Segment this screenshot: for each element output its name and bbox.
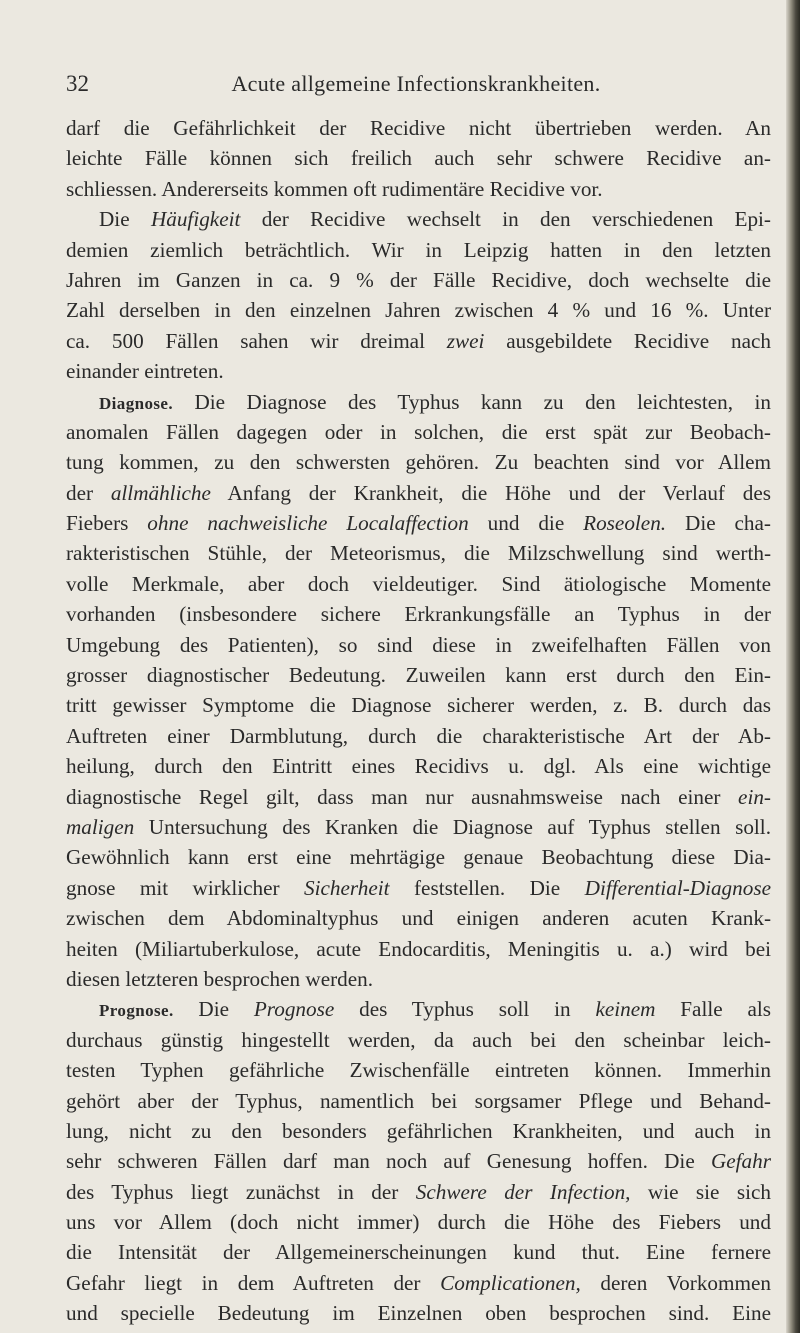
text-run: anomalen Fällen dagegen oder in solchen, die erst spät zur Beobach- bbox=[66, 419, 771, 444]
text-run: diesen letzteren besprochen werden. bbox=[66, 966, 374, 991]
emphasis-run: allmähliche bbox=[110, 480, 211, 505]
text-run: deren Vorkommen bbox=[580, 1270, 771, 1295]
emphasis-run: zwei bbox=[446, 328, 485, 353]
text-line bbox=[66, 842, 771, 872]
text-line bbox=[66, 478, 771, 508]
text-run: rakteristischen Stühle, der Meteorismus, die Milzschwellung sind werth- bbox=[66, 541, 771, 566]
text-run: Die cha- bbox=[666, 511, 771, 536]
text-run: vorhanden (insbesondere sichere Erkrankungsfälle an Typhus in der bbox=[66, 602, 771, 627]
text-line bbox=[66, 1086, 771, 1116]
text-line bbox=[66, 964, 771, 994]
emphasis-run: Roseolen. bbox=[583, 511, 667, 536]
text-run: Gefahr liegt in dem Auftreten der bbox=[66, 1270, 441, 1295]
running-title: Acute allgemeine Infectionskrankheiten. bbox=[231, 71, 601, 96]
text-line bbox=[66, 1268, 771, 1298]
text-line bbox=[66, 599, 771, 629]
text-line bbox=[66, 934, 771, 964]
text-run: uns vor Allem (doch nicht immer) durch die Höhe des Fiebers und bbox=[66, 1210, 771, 1235]
emphasis-run: Complicationen, bbox=[440, 1270, 581, 1295]
text-run: durchaus günstig hingestellt werden, da auch bei den scheinbar leich- bbox=[66, 1027, 771, 1052]
text-line bbox=[66, 1025, 771, 1055]
text-run: und die bbox=[468, 511, 584, 536]
emphasis-run: Häufigkeit bbox=[150, 207, 241, 232]
text-line bbox=[66, 356, 771, 386]
book-spine-shadow bbox=[786, 0, 800, 1333]
text-run: Anfang der Krankheit, die Höhe und der Verlauf des bbox=[210, 480, 771, 505]
emphasis-run: keinem bbox=[595, 997, 656, 1022]
text-line bbox=[66, 235, 771, 265]
emphasis-run: Differential-Diagnose bbox=[584, 875, 771, 900]
emphasis-run: Schwere der Infection, bbox=[415, 1179, 631, 1204]
text-run: ca. 500 Fällen sahen wir dreimal bbox=[66, 328, 447, 353]
emphasis-run: maligen bbox=[66, 814, 135, 839]
text-line bbox=[66, 295, 771, 325]
text-line bbox=[66, 721, 771, 751]
text-run: des Typhus liegt zunächst in der bbox=[66, 1179, 416, 1204]
text-run: Untersuchung des Kranken die Diagnose auf Typhus stellen soll. bbox=[134, 814, 771, 839]
emphasis-run: Gefahr bbox=[710, 1149, 771, 1174]
text-line bbox=[66, 873, 771, 903]
text-line bbox=[66, 690, 771, 720]
text-run: Die bbox=[173, 997, 254, 1022]
page-number: 32 bbox=[66, 71, 89, 96]
text-line bbox=[66, 660, 771, 690]
text-run: heilung, durch den Eintritt eines Recidivs u. dgl. Als eine wichtige bbox=[66, 754, 771, 779]
text-run: heiten (Miliartuberkulose, acute Endocarditis, Meningitis u. a.) wird bei bbox=[66, 936, 771, 961]
text-run: Falle als bbox=[655, 997, 772, 1022]
text-run: die Intensität der Allgemeinerscheinungen kund thut. Eine fernere bbox=[66, 1240, 771, 1265]
text-line bbox=[66, 174, 771, 204]
text-line bbox=[66, 265, 771, 295]
text-line bbox=[66, 903, 771, 933]
text-run: tritt gewisser Symptome die Diagnose sicherer werden, z. B. durch das bbox=[66, 693, 771, 718]
section-heading: Prognose. bbox=[99, 1001, 174, 1021]
text-line bbox=[66, 1298, 771, 1328]
text-run: testen Typhen gefährliche Zwischenfälle eintreten können. Immerhin bbox=[66, 1058, 771, 1083]
text-line bbox=[66, 538, 771, 568]
text-run: tung kommen, zu den schwersten gehören. Zu beachten sind vor Allem bbox=[66, 450, 771, 475]
text-run: volle Merkmale, aber doch vieldeutiger. Sind ätiologische Momente bbox=[66, 571, 771, 596]
text-line bbox=[66, 630, 771, 660]
text-line bbox=[66, 1055, 771, 1085]
text-run: wie sie sich bbox=[630, 1179, 772, 1204]
text-run: demien ziemlich beträchtlich. Wir in Leipzig hatten in den letzten bbox=[66, 237, 771, 262]
text-run: feststellen. Die bbox=[389, 875, 585, 900]
text-line bbox=[66, 447, 771, 477]
text-line bbox=[66, 1116, 771, 1146]
text-run: Gewöhnlich kann erst eine mehrtägige genaue Beobachtung diese Dia- bbox=[66, 845, 771, 870]
text-line bbox=[66, 569, 771, 599]
text-run: Fiebers bbox=[66, 511, 148, 536]
text-line bbox=[66, 508, 771, 538]
text-line bbox=[66, 751, 771, 781]
text-run: darf die Gefährlichkeit der Recidive nicht übertrieben werden. An bbox=[66, 116, 771, 140]
text-line bbox=[66, 1146, 771, 1176]
text-run: des Typhus soll in bbox=[334, 997, 596, 1022]
text-run: diagnostische Regel gilt, dass man nur ausnahmsweise nach einer bbox=[66, 784, 739, 809]
text-run: Zahl derselben in den einzelnen Jahren zwischen 4 % und 16 %. Unter bbox=[66, 298, 771, 323]
text-run: Auftreten einer Darmblutung, durch die charakteristische Art der Ab- bbox=[66, 723, 771, 748]
text-line bbox=[66, 204, 771, 234]
text-run: Jahren im Ganzen in ca. 9 % der Fälle Recidive, doch wechselte die bbox=[66, 267, 771, 292]
text-run: gnose mit wirklicher bbox=[66, 875, 305, 900]
text-line bbox=[66, 994, 771, 1024]
text-line bbox=[66, 326, 771, 356]
body-text bbox=[66, 113, 771, 1329]
text-run: der Recidive wechselt in den verschiedenen Epi- bbox=[240, 207, 771, 232]
text-line bbox=[66, 812, 771, 842]
text-run: lung, nicht zu den besonders gefährlichen Krankheiten, und auch in bbox=[66, 1118, 771, 1143]
text-line bbox=[66, 143, 771, 173]
text-run: grosser diagnostischer Bedeutung. Zuweilen kann erst durch den Ein- bbox=[66, 663, 771, 688]
text-run: gehört aber der Typhus, namentlich bei sorgsamer Pflege und Behand- bbox=[66, 1088, 771, 1113]
text-line bbox=[66, 387, 771, 417]
text-run: sehr schweren Fällen darf man noch auf Genesung hoffen. Die bbox=[66, 1149, 711, 1174]
section-heading: Diagnose. bbox=[99, 393, 173, 413]
text-run: schliessen. Andererseits kommen oft rudimentäre Recidive vor. bbox=[66, 176, 603, 201]
emphasis-run: ohne nachweisliche Localaffection bbox=[147, 511, 469, 536]
text-run: Umgebung des Patienten), so sind diese in zweifelhaften Fällen von bbox=[66, 632, 771, 657]
text-line bbox=[66, 113, 771, 143]
text-line bbox=[66, 1237, 771, 1267]
text-run: der bbox=[66, 480, 111, 505]
text-run: leichte Fälle können sich freilich auch sehr schwere Recidive an- bbox=[66, 146, 771, 171]
text-line bbox=[66, 417, 771, 447]
text-run: und specielle Bedeutung im Einzelnen oben besprochen sind. Eine bbox=[66, 1301, 771, 1326]
emphasis-run: Prognose bbox=[253, 997, 335, 1022]
text-run: einander eintreten. bbox=[66, 359, 224, 384]
emphasis-run: ein- bbox=[738, 784, 771, 809]
running-header bbox=[66, 71, 766, 101]
text-line bbox=[66, 1177, 771, 1207]
emphasis-run: Sicherheit bbox=[304, 875, 390, 900]
text-line bbox=[66, 1207, 771, 1237]
text-run: Die Diagnose des Typhus kann zu den leichtesten, in bbox=[172, 389, 771, 414]
text-run: zwischen dem Abdominaltyphus und einigen anderen acuten Krank- bbox=[66, 906, 771, 931]
text-line bbox=[66, 782, 771, 812]
text-run: Die bbox=[99, 207, 151, 232]
text-run: ausgebildete Recidive nach bbox=[484, 328, 771, 353]
